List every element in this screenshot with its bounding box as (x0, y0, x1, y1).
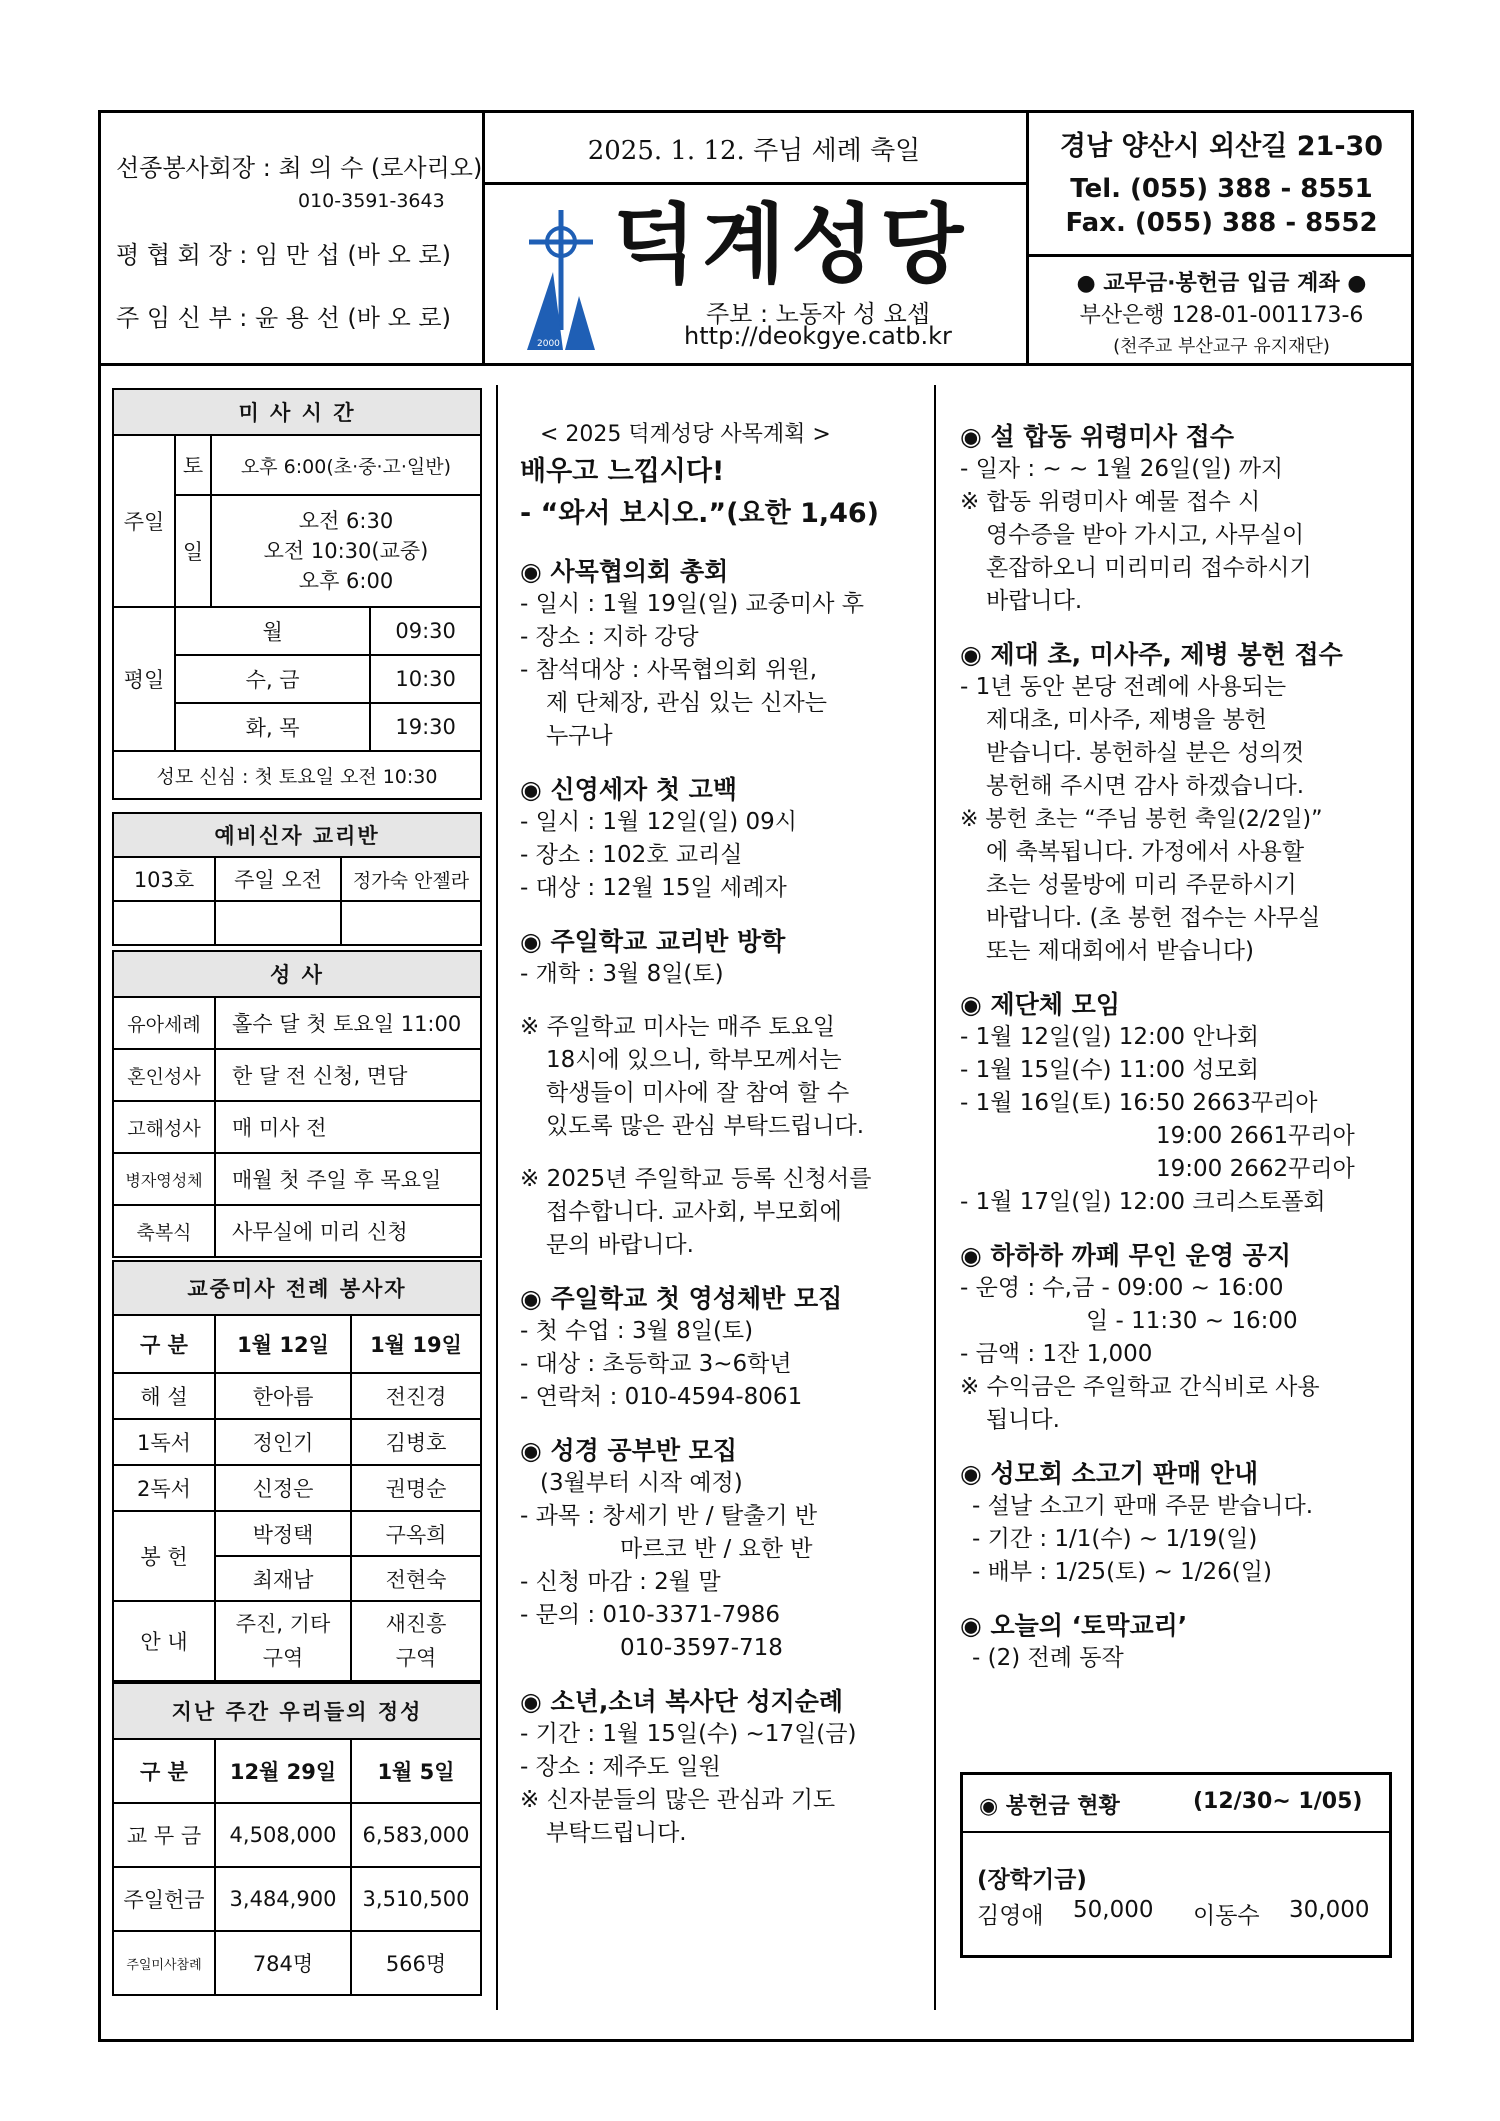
notice-line: 혼잡하오니 미리미리 접수하시기 (986, 555, 1312, 581)
parish-name: 덕계성당 (613, 195, 970, 295)
plan-line: 배우고 느낍시다! (520, 456, 725, 487)
svg-text:2000: 2000 (537, 339, 560, 349)
offering-value: 566명 (351, 1931, 481, 1995)
notice-line: 바랍니다. (초 봉헌 접수는 사무실 (986, 905, 1321, 931)
notice-line: 바랍니다. (986, 588, 1083, 614)
sacrament-name: 축복식 (113, 1205, 215, 1257)
notice-line: - 운영 : 수,금 - 09:00 ~ 16:00 (960, 1275, 1284, 1301)
sunday-time: 오전 10:30(교중) (263, 539, 429, 563)
offering-value: 3,484,900 (215, 1867, 351, 1931)
catechumen-teacher: 정가숙 안젤라 (341, 857, 481, 901)
notice-line: ※ 봉헌 초는 “주님 봉헌 축일(2/2일)” (960, 807, 1323, 832)
sunday-time: 오후 6:00 (298, 569, 394, 593)
sacrament-desc: 매월 첫 주일 후 목요일 (215, 1153, 481, 1205)
notice-title: ◉ 성모회 소고기 판매 안내 (960, 1459, 1259, 1488)
notice-line: 접수합니다. 교사회, 부모회에 (546, 1199, 842, 1225)
server-name: 전진경 (351, 1373, 481, 1419)
notice-line: - 1월 17일(일) 12:00 크리스토폴회 (960, 1189, 1326, 1215)
weekly-offerings-table (112, 1682, 482, 1996)
notice-line: 마르코 반 / 요한 반 (620, 1536, 813, 1562)
offerings-title: 지난 주간 우리들의 정성 (113, 1683, 481, 1739)
servers-role: 안 내 (113, 1601, 215, 1681)
notice-line: ※ 주일학교 미사는 매주 토요일 (520, 1014, 836, 1040)
account-holder: (천주교 부산교구 유지재단) (1113, 336, 1330, 357)
servers-title: 교중미사 전례 봉사자 (113, 1261, 481, 1315)
server-name: 김병호 (351, 1419, 481, 1465)
servers-header: 구 분 (113, 1315, 215, 1373)
donation-subtitle: (장학기금) (977, 1867, 1087, 1893)
address: 경남 양산시 외산길 21-30 (1059, 131, 1384, 162)
notice-line: ※ 신자분들의 많은 관심과 기도 (520, 1787, 836, 1813)
column-divider (496, 385, 498, 2010)
server-name: 박정택 (215, 1511, 351, 1556)
notice-line: ※ 2025년 주일학교 등록 신청서를 (520, 1166, 872, 1192)
server-name: 최재남 (215, 1556, 351, 1601)
server-name: 권명순 (351, 1465, 481, 1511)
weekday-group-label: 평일 (113, 607, 175, 751)
notice-line: - 일시 : 1월 19일(일) 교중미사 후 (520, 591, 864, 617)
weekday-time: 19:30 (370, 703, 481, 751)
sacrament-desc: 홀수 달 첫 토요일 11:00 (215, 997, 481, 1049)
notice-line: 또는 제대회에서 받습니다) (986, 938, 1254, 964)
account-title: ● 교무금·봉헌금 입금 계좌 ● (1076, 271, 1367, 296)
notice-title: ◉ 오늘의 ‘토막교리’ (960, 1611, 1188, 1640)
notice-line: 18시에 있으니, 학부모께서는 (546, 1047, 842, 1073)
offerings-header: 1월 5일 (351, 1739, 481, 1803)
notice-line: 학생들이 미사에 잘 참여 할 수 (546, 1080, 850, 1106)
offering-value: 784명 (215, 1931, 351, 1995)
notice-line: - 일시 : 1월 12일(일) 09시 (520, 809, 798, 835)
notice-title: ◉ 소년,소녀 복사단 성지순례 (520, 1687, 844, 1716)
catechumen-title: 예비신자 교리반 (113, 813, 481, 857)
notice-line: - 연락처 : 010-4594-8061 (520, 1384, 803, 1410)
notice-line: - 첫 수업 : 3월 8일(토) (520, 1318, 754, 1344)
sacrament-desc: 한 달 전 신청, 면담 (215, 1049, 481, 1101)
notice-line: - 1월 16일(토) 16:50 2663꾸리아 (960, 1090, 1318, 1116)
plan-title: < 2025 덕계성당 사목계획 > (540, 422, 831, 447)
offerings-header: 12월 29일 (215, 1739, 351, 1803)
notice-line: - 배부 : 1/25(토) ~ 1/26(일) (972, 1559, 1272, 1585)
notice-line: 봉헌해 주시면 감사 하겠습니다. (986, 773, 1305, 799)
sunday-group-label: 주일 (113, 435, 175, 607)
sacrament-name: 고해성사 (113, 1101, 215, 1153)
server-name: 구역 (262, 1646, 304, 1670)
server-name: 구옥희 (351, 1511, 481, 1556)
donor-name: 이동수 (1193, 1903, 1260, 1929)
donation-period: (12/30~ 1/05) (1193, 1789, 1363, 1814)
notice-title: ◉ 성경 공부반 모집 (520, 1436, 737, 1465)
account-number: 부산은행 128-01-001173-6 (1079, 303, 1364, 328)
notice-title: ◉ 사목협의회 총회 (520, 557, 729, 586)
council-label: 평 협 회 장 : 임 만 섭 (바 오 로) (116, 241, 451, 269)
donation-box (960, 1772, 1392, 1958)
notice-line: 됩니다. (986, 1407, 1060, 1433)
notice-line: - 대상 : 초등학교 3~6학년 (520, 1351, 792, 1377)
notice-line: - 금액 : 1잔 1,000 (960, 1341, 1153, 1367)
notice-line: 받습니다. 봉헌하실 분은 성의껏 (986, 740, 1305, 766)
sacrament-desc: 사무실에 미리 신청 (215, 1205, 481, 1257)
donation-title: ◉ 봉헌금 현황 (979, 1794, 1120, 1819)
notice-line: - 기간 : 1월 15일(수) ~17일(금) (520, 1721, 857, 1747)
notice-line: - 과목 : 창세기 반 / 탈출기 반 (520, 1503, 818, 1529)
notice-line: 19:00 2662꾸리아 (1156, 1156, 1355, 1182)
notice-title: ◉ 하하하 까페 무인 운영 공지 (960, 1241, 1291, 1270)
offering-label: 주일미사참례 (113, 1931, 215, 1995)
offering-label: 주일헌금 (113, 1867, 215, 1931)
notice-title: ◉ 설 합동 위령미사 접수 (960, 422, 1234, 451)
notice-line: - 문의 : 010-3371-7986 (520, 1602, 780, 1628)
notice-line: ※ 합동 위령미사 예물 접수 시 (960, 489, 1261, 515)
notice-line: 제대초, 미사주, 제병을 봉헌 (986, 707, 1267, 733)
weekday-day: 월 (175, 607, 370, 655)
notice-title: ◉ 제대 초, 미사주, 제병 봉헌 접수 (960, 640, 1343, 669)
server-name: 정인기 (215, 1419, 351, 1465)
notice-title: ◉ 신영세자 첫 고백 (520, 775, 737, 804)
servers-role: 2독서 (113, 1465, 215, 1511)
notice-line: - 장소 : 지하 강당 (520, 624, 699, 650)
bulletin-header (98, 110, 1414, 366)
plan-line: - “와서 보시오.”(요한 1,46) (520, 498, 880, 529)
sacrament-desc: 매 미사 전 (215, 1101, 481, 1153)
saturday-time: 오후 6:00(초·중·고·일반) (211, 435, 481, 495)
patron-saint: 주보 : 노동자 성 요셉 (705, 300, 931, 328)
mass-times-title: 미 사 시 간 (113, 389, 481, 435)
notice-line: - 설날 소고기 판매 주문 받습니다. (972, 1493, 1313, 1519)
server-name: 한아름 (215, 1373, 351, 1419)
servers-header: 1월 12일 (215, 1315, 351, 1373)
notice-line: - 일자 : ~ ~ 1월 26일(일) 까지 (960, 456, 1284, 482)
sacrament-name: 병자영성체 (113, 1153, 215, 1205)
issue-date: 2025. 1. 12. 주님 세례 축일 (587, 136, 921, 166)
server-name: 새진흥 (385, 1612, 447, 1636)
donor-amount: 50,000 (1073, 1897, 1154, 1923)
notice-line: 누구나 (546, 723, 613, 749)
sacraments-title: 성 사 (113, 951, 481, 997)
sacraments-table (112, 950, 482, 1258)
notice-line: 영수증을 받아 가시고, 사무실이 (986, 522, 1305, 548)
column-divider (934, 385, 936, 2010)
phone-number: Tel. (055) 388 - 8551 (1070, 174, 1373, 204)
devotion-time: 성모 신심 : 첫 토요일 오전 10:30 (113, 751, 481, 799)
catechumen-table (112, 812, 482, 946)
notice-line: 일 - 11:30 ~ 16:00 (1086, 1308, 1298, 1334)
notice-line: - 1년 동안 본당 전례에 사용되는 (960, 674, 1287, 700)
middle-column (520, 418, 930, 1850)
saturday-label: 토 (175, 435, 211, 495)
notice-line: 제 단체장, 관심 있는 신자는 (546, 690, 827, 716)
weekday-day: 수, 금 (175, 655, 370, 703)
donor-amount: 30,000 (1289, 1897, 1370, 1923)
weekday-day: 화, 목 (175, 703, 370, 751)
sacrament-name: 유아세례 (113, 997, 215, 1049)
notice-line: - 개학 : 3월 8일(토) (520, 961, 724, 987)
liturgy-servers-table (112, 1260, 482, 1682)
servers-role: 봉 헌 (113, 1511, 215, 1601)
server-name: 전현숙 (351, 1556, 481, 1601)
sunday-label: 일 (175, 495, 211, 607)
priest-label: 주 임 신 부 : 윤 용 선 (바 오 로) (116, 304, 451, 332)
offering-value: 3,510,500 (351, 1867, 481, 1931)
offering-value: 6,583,000 (351, 1803, 481, 1867)
server-name: 주진, 기타 (235, 1612, 331, 1636)
notice-line: - (2) 전례 동작 (972, 1645, 1124, 1671)
chair-label: 선종봉사회장 : 최 의 수 (로사리오) (116, 154, 483, 182)
sunday-time: 오전 6:30 (298, 509, 394, 533)
notice-title: ◉ 주일학교 교리반 방학 (520, 927, 786, 956)
notice-title: ◉ 주일학교 첫 영성체반 모집 (520, 1284, 843, 1313)
notice-title: ◉ 제단체 모임 (960, 990, 1120, 1019)
donor-name: 김영애 (977, 1903, 1044, 1929)
notice-line: - 참석대상 : 사목협의회 위원, (520, 657, 818, 683)
notice-line: 부탁드립니다. (546, 1820, 687, 1846)
notice-line: - 기간 : 1/1(수) ~ 1/19(일) (972, 1526, 1258, 1552)
mass-times-table (112, 388, 482, 800)
servers-role: 해 설 (113, 1373, 215, 1419)
notice-line: 문의 바랍니다. (546, 1232, 694, 1258)
notice-line: 있도록 많은 관심 부탁드립니다. (546, 1113, 865, 1139)
weekday-time: 10:30 (370, 655, 481, 703)
notice-line: 에 축복됩니다. 가정에서 사용할 (986, 839, 1305, 865)
fax-number: Fax. (055) 388 - 8552 (1065, 208, 1378, 238)
weekday-time: 09:30 (370, 607, 481, 655)
server-name: 신정은 (215, 1465, 351, 1511)
chair-phone: 010-3591-3643 (298, 190, 445, 212)
catechumen-room: 103호 (113, 857, 215, 901)
servers-header: 1월 19일 (351, 1315, 481, 1373)
offerings-header: 구 분 (113, 1739, 215, 1803)
parish-logo-icon (523, 210, 603, 355)
notice-line: - 대상 : 12월 15일 세례자 (520, 875, 787, 901)
notice-line: (3월부터 시작 예정) (540, 1470, 743, 1496)
notice-line: 19:00 2661꾸리아 (1156, 1123, 1355, 1149)
parish-url[interactable]: http://deokgye.catb.kr (684, 322, 952, 350)
offering-value: 4,508,000 (215, 1803, 351, 1867)
offering-label: 교 무 금 (113, 1803, 215, 1867)
right-column (960, 420, 1400, 1675)
servers-role: 1독서 (113, 1419, 215, 1465)
notice-line: 초는 성물방에 미리 주문하시기 (986, 872, 1297, 898)
notice-line: - 1월 15일(수) 11:00 성모회 (960, 1057, 1259, 1083)
server-name: 구역 (395, 1646, 437, 1670)
notice-line: - 신청 마감 : 2월 말 (520, 1569, 721, 1595)
notice-line: - 장소 : 102호 교리실 (520, 842, 743, 868)
notice-line: - 1월 12일(일) 12:00 안나회 (960, 1024, 1259, 1050)
notice-line: - 장소 : 제주도 일원 (520, 1754, 721, 1780)
sacrament-name: 혼인성사 (113, 1049, 215, 1101)
catechumen-time: 주일 오전 (215, 857, 341, 901)
notice-line: ※ 수익금은 주일학교 간식비로 사용 (960, 1374, 1320, 1400)
notice-line: 010-3597-718 (620, 1635, 783, 1661)
